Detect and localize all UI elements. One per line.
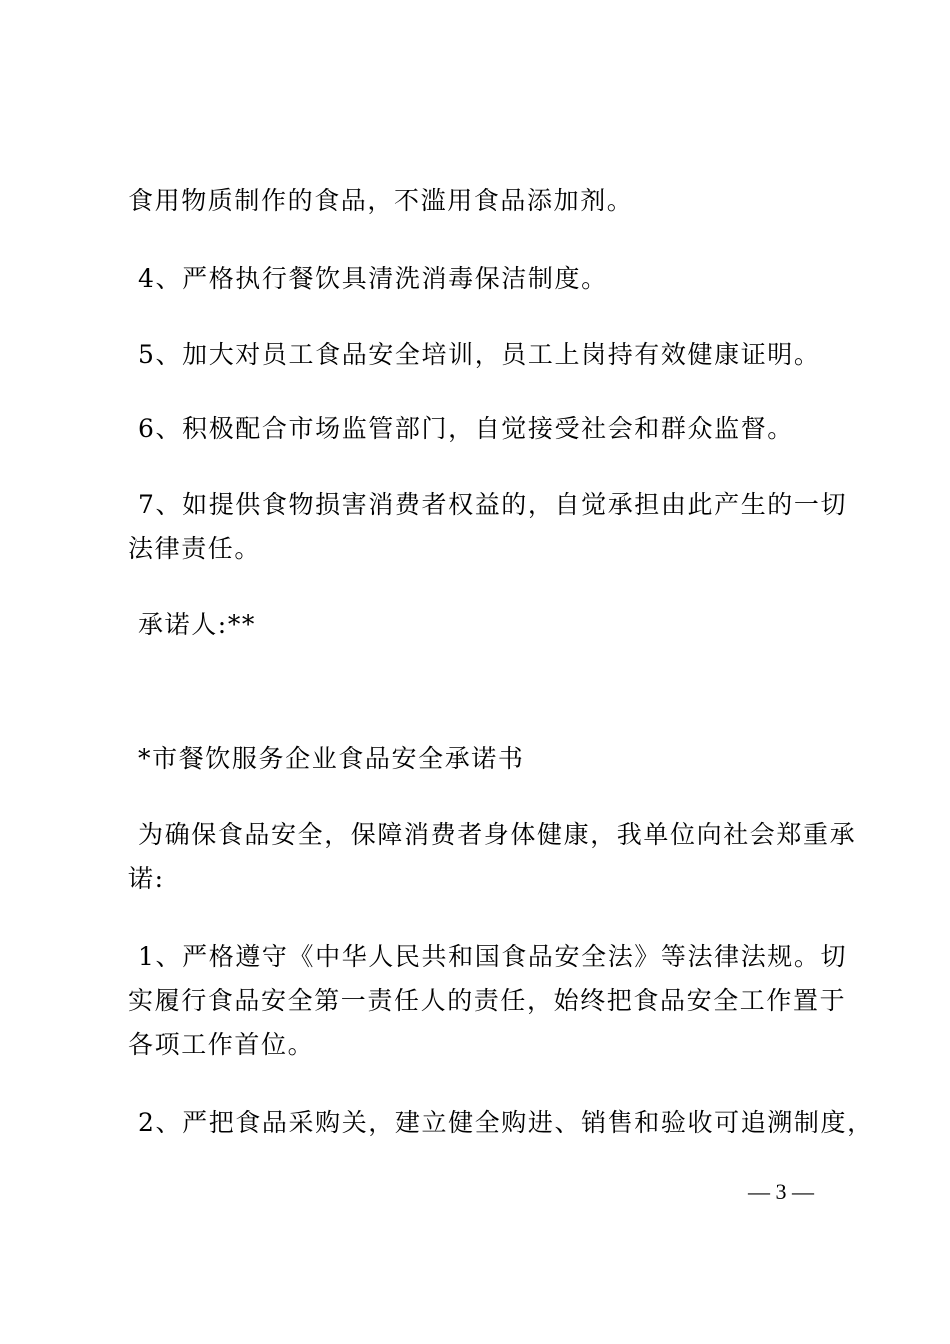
item-1-continued-2: 各项工作首位。: [128, 1030, 315, 1059]
text-line-1: 食用物质制作的食品，不滥用食品添加剂。: [128, 186, 634, 215]
promisor-line: 承诺人:**: [138, 610, 257, 639]
item-2: 2、严把食品采购关，建立健全购进、销售和验收可追溯制度，: [138, 1108, 874, 1137]
item-6: 6、积极配合市场监管部门，自觉接受社会和群众监督。: [138, 414, 794, 443]
item-7: 7、如提供食物损害消费者权益的，自觉承担由此产生的一切: [138, 490, 848, 519]
page-number: — 3 —: [748, 1179, 814, 1204]
item-7-continued: 法律责任。: [128, 534, 262, 563]
document-title: *市餐饮服务企业食品安全承诺书: [138, 744, 525, 773]
item-1-continued-1: 实履行食品安全第一责任人的责任，始终把食品安全工作置于: [128, 986, 847, 1015]
item-1: 1、严格遵守《中华人民共和国食品安全法》等法律法规。切: [138, 942, 848, 971]
item-5: 5、加大对员工食品安全培训，员工上岗持有效健康证明。: [138, 340, 821, 369]
intro-paragraph: 为确保食品安全，保障消费者身体健康，我单位向社会郑重承: [138, 820, 857, 849]
intro-paragraph-continued: 诺:: [128, 864, 165, 893]
item-4: 4、严格执行餐饮具清洗消毒保洁制度。: [138, 264, 608, 293]
